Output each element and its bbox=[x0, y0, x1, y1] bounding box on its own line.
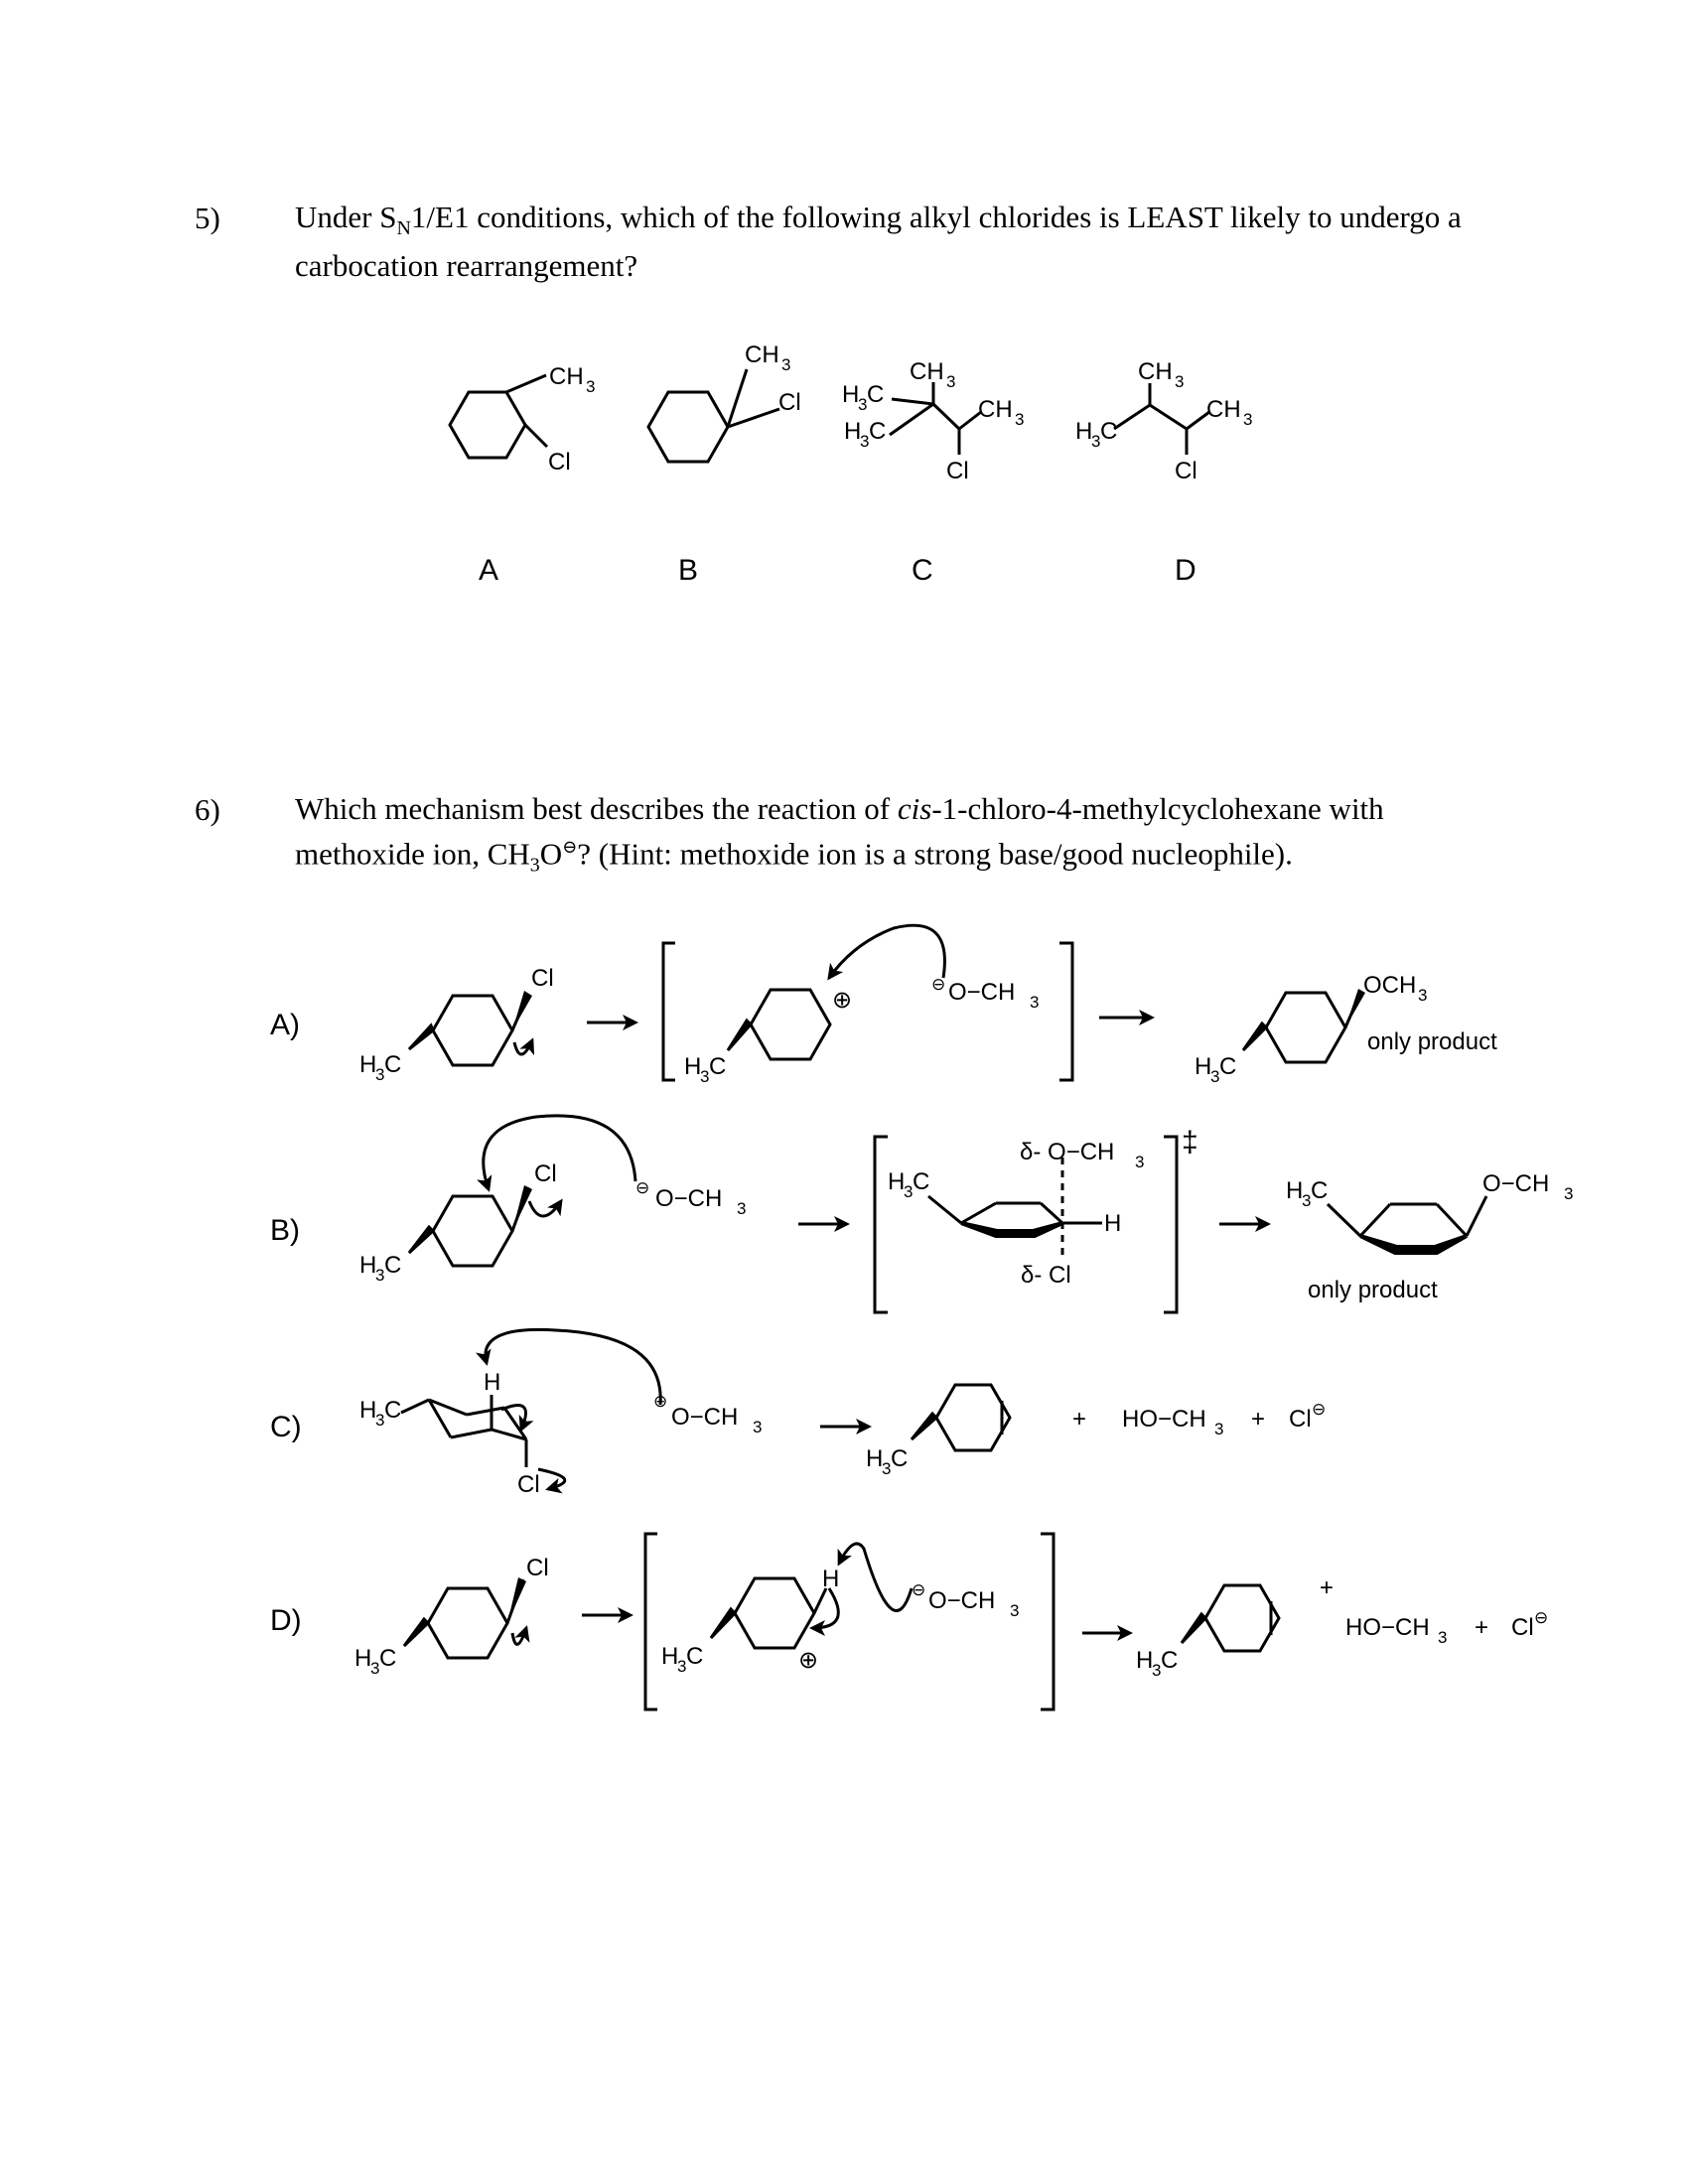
methoxide-label: O−CH bbox=[671, 1404, 739, 1431]
ch3-label: CH bbox=[549, 363, 584, 390]
q6-option-a[interactable]: A) bbox=[270, 1009, 300, 1041]
delta-o-label: δ- O−CH bbox=[1020, 1139, 1115, 1165]
svg-text:C: C bbox=[891, 1445, 909, 1472]
h3c-label: H bbox=[661, 1643, 679, 1670]
svg-text:C: C bbox=[384, 1252, 402, 1279]
svg-text:3: 3 bbox=[370, 1659, 380, 1678]
q5-choice-c[interactable]: C bbox=[912, 554, 933, 587]
methoxide-label: O−CH bbox=[948, 979, 1016, 1006]
plus-sign: + bbox=[1320, 1574, 1335, 1601]
plus-sign: + bbox=[1475, 1614, 1489, 1641]
h-label: H bbox=[484, 1369, 501, 1396]
h3c-label: H bbox=[359, 1051, 377, 1078]
svg-text:C: C bbox=[1161, 1647, 1179, 1674]
svg-text:⊖: ⊖ bbox=[1534, 1608, 1549, 1627]
chloride-label: Cl bbox=[1511, 1614, 1534, 1641]
svg-text:3: 3 bbox=[781, 355, 791, 374]
svg-text:3: 3 bbox=[946, 372, 956, 391]
svg-text:3: 3 bbox=[1135, 1153, 1145, 1171]
svg-text:3: 3 bbox=[586, 377, 596, 396]
cl-label: Cl bbox=[548, 449, 571, 476]
q5-choice-a[interactable]: A bbox=[479, 554, 499, 587]
h3c-label: H bbox=[866, 1445, 884, 1472]
svg-text:3: 3 bbox=[1214, 1420, 1224, 1438]
svg-text:3: 3 bbox=[1302, 1191, 1312, 1210]
svg-text:3: 3 bbox=[1015, 410, 1025, 429]
svg-text:C: C bbox=[913, 1168, 930, 1195]
svg-text:3: 3 bbox=[1418, 986, 1428, 1005]
h3c-label: H bbox=[844, 418, 862, 445]
plus-charge: ⊕ bbox=[832, 987, 853, 1014]
h3c-label: H bbox=[1286, 1177, 1304, 1204]
q6-option-d-scheme bbox=[354, 1534, 1548, 1709]
svg-text:3: 3 bbox=[1210, 1067, 1220, 1086]
svg-text:3: 3 bbox=[375, 1266, 385, 1285]
cl-label: Cl bbox=[531, 965, 554, 992]
methoxide-label: O−CH bbox=[655, 1185, 723, 1212]
h3c-label: H bbox=[359, 1252, 377, 1279]
h-label: H bbox=[822, 1566, 840, 1592]
cl-label: Cl bbox=[526, 1555, 549, 1581]
minus-charge: ⊖ bbox=[912, 1580, 926, 1599]
question-5-line-1: Under $S_N1/E1$ conditions, which of the following alkyl chlorides is LEAST likely to undergo a bbox=[295, 200, 1462, 240]
question-6-line-1: Which mechanism best describes the reaction of cis-1-chloro-4-methylcyclohexane with bbox=[295, 791, 1384, 826]
methanol-label: HO−CH bbox=[1122, 1406, 1206, 1433]
cl-label: Cl bbox=[778, 389, 801, 416]
only-product-label: only product bbox=[1367, 1028, 1497, 1055]
svg-text:3: 3 bbox=[1564, 1184, 1574, 1203]
methoxide-label: O−CH bbox=[928, 1587, 996, 1614]
methoxide-label: O−CH bbox=[1482, 1170, 1550, 1197]
chloride-label: Cl bbox=[1289, 1406, 1312, 1433]
question-6-number: 6) bbox=[195, 792, 220, 827]
h3c-label: H bbox=[1136, 1647, 1154, 1674]
q6-option-a-scheme bbox=[359, 925, 1497, 1086]
ch3-label: CH bbox=[745, 341, 779, 368]
svg-text:3: 3 bbox=[375, 1411, 385, 1430]
cl-label: Cl bbox=[946, 458, 969, 484]
svg-text:C: C bbox=[709, 1053, 727, 1080]
h3c-label: H bbox=[1075, 418, 1093, 445]
only-product-label: only product bbox=[1308, 1277, 1438, 1303]
och3-label: OCH bbox=[1363, 972, 1417, 999]
q5-structure-a bbox=[450, 363, 595, 476]
svg-text:3: 3 bbox=[375, 1065, 385, 1084]
svg-text:C: C bbox=[1100, 418, 1118, 445]
q5-choice-b[interactable]: B bbox=[678, 554, 699, 587]
svg-text:⊖: ⊖ bbox=[1312, 1400, 1327, 1419]
h3c-label: H bbox=[888, 1168, 906, 1195]
q5-structure-d bbox=[1075, 358, 1252, 484]
cl-label: Cl bbox=[517, 1471, 540, 1498]
cl-label: Cl bbox=[534, 1160, 557, 1187]
svg-text:C: C bbox=[867, 381, 885, 408]
svg-text:C: C bbox=[384, 1051, 402, 1078]
question-5-number: 5) bbox=[195, 201, 220, 235]
q5-structure-c bbox=[842, 358, 1024, 484]
svg-text:3: 3 bbox=[737, 1199, 747, 1218]
q5-choice-d[interactable]: D bbox=[1175, 554, 1196, 587]
svg-text:3: 3 bbox=[1175, 372, 1185, 391]
plus-sign: + bbox=[1072, 1406, 1087, 1433]
svg-text:3: 3 bbox=[860, 432, 870, 451]
ch3-label: CH bbox=[910, 358, 944, 385]
question-6-line-2: methoxide ion, $CH_3O^⊖$? (Hint: methoxide ion is a strong base/good nucleophile). bbox=[295, 836, 1293, 877]
minus-charge: ⊖ bbox=[931, 975, 946, 994]
svg-text:3: 3 bbox=[700, 1067, 710, 1086]
svg-text:3: 3 bbox=[753, 1418, 763, 1436]
svg-text:3: 3 bbox=[1438, 1628, 1448, 1647]
h3c-label: H bbox=[684, 1053, 702, 1080]
svg-text:3: 3 bbox=[1010, 1601, 1020, 1620]
h3c-label: H bbox=[1195, 1053, 1212, 1080]
h3c-label: H bbox=[354, 1645, 372, 1672]
q6-option-d[interactable]: D) bbox=[270, 1604, 302, 1637]
methanol-label: HO−CH bbox=[1345, 1614, 1430, 1641]
minus-charge: ⊖ bbox=[653, 1392, 668, 1411]
q6-option-c-scheme bbox=[359, 1329, 1326, 1498]
svg-text:3: 3 bbox=[1152, 1661, 1162, 1680]
svg-text:3: 3 bbox=[1243, 410, 1253, 429]
ch3-label: CH bbox=[1138, 358, 1173, 385]
plus-sign: + bbox=[1251, 1406, 1266, 1433]
svg-text:C: C bbox=[686, 1643, 704, 1670]
svg-text:C: C bbox=[1219, 1053, 1237, 1080]
svg-text:3: 3 bbox=[882, 1459, 892, 1478]
question-5-line-2: carbocation rearrangement? bbox=[295, 248, 638, 284]
q6-option-c[interactable]: C) bbox=[270, 1411, 302, 1443]
cl-label: Cl bbox=[1175, 458, 1197, 484]
h3c-label: H bbox=[842, 381, 860, 408]
svg-text:3: 3 bbox=[677, 1657, 687, 1676]
q6-option-b-scheme bbox=[359, 1116, 1573, 1312]
svg-text:C: C bbox=[1311, 1177, 1329, 1204]
ch3-label: CH bbox=[978, 396, 1013, 423]
svg-text:3: 3 bbox=[904, 1182, 914, 1201]
ts-dagger: ‡ bbox=[1182, 1126, 1198, 1159]
h3c-label: H bbox=[359, 1397, 377, 1424]
q6-option-b[interactable]: B) bbox=[270, 1214, 300, 1247]
h-label: H bbox=[1104, 1210, 1122, 1237]
svg-text:C: C bbox=[869, 418, 887, 445]
delta-cl-label: δ- Cl bbox=[1021, 1262, 1071, 1289]
svg-text:3: 3 bbox=[858, 395, 868, 414]
minus-charge: ⊖ bbox=[635, 1178, 650, 1197]
svg-text:C: C bbox=[384, 1397, 402, 1424]
svg-text:3: 3 bbox=[1030, 993, 1040, 1012]
q5-structure-b bbox=[648, 341, 801, 462]
ch3-label: CH bbox=[1206, 396, 1241, 423]
svg-text:3: 3 bbox=[1091, 432, 1101, 451]
plus-charge: ⊕ bbox=[798, 1647, 819, 1674]
svg-text:C: C bbox=[379, 1645, 397, 1672]
